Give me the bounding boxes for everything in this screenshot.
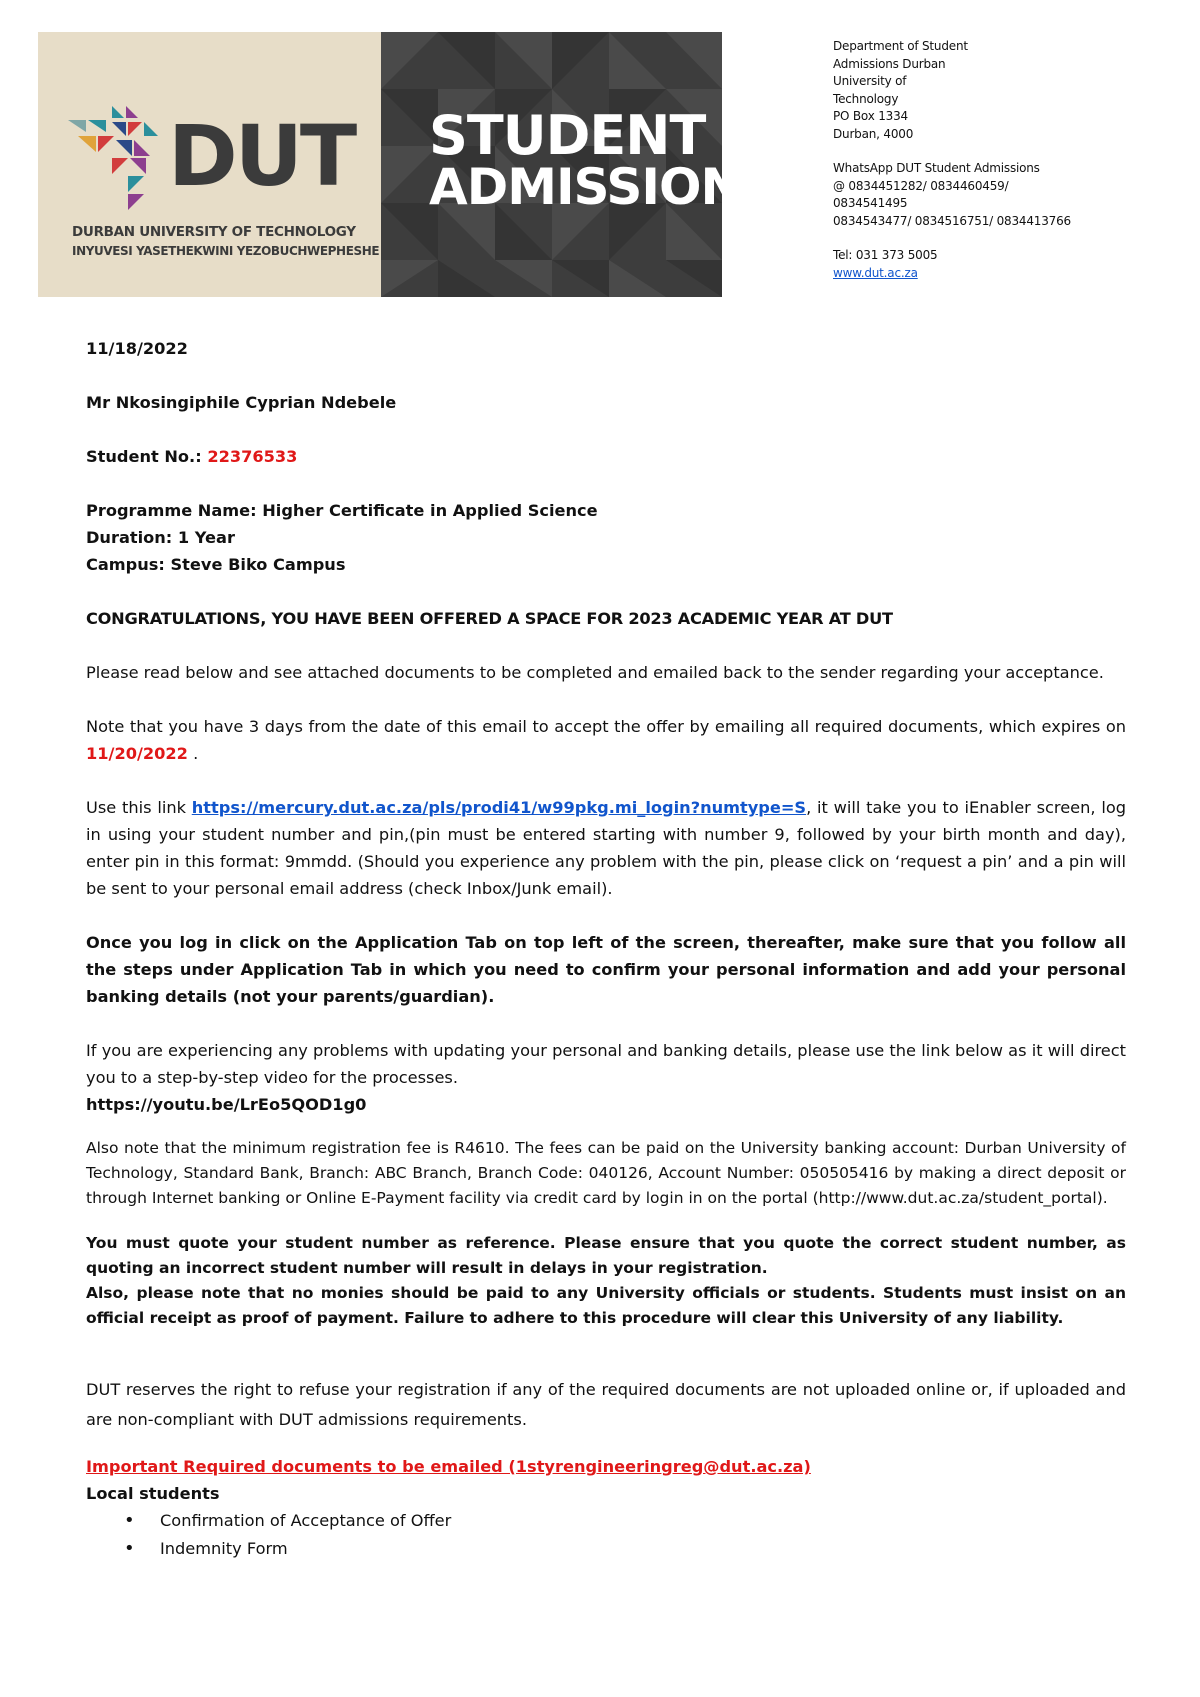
expiry-date: 11/20/2022 xyxy=(86,744,188,763)
payment-warning-paragraph: Also, please note that no monies should be paid to any University officials or students. Students must insist on an official receipt as proof of payment. Failure to adhere to this procedure will clear this University of any liability. xyxy=(86,1284,1126,1327)
contact-line: Tel: 031 373 5005 xyxy=(833,248,938,262)
spacer xyxy=(833,230,1133,247)
registration-fee-paragraph: Also note that the minimum registration fee is R4610. The fees can be paid on the University banking account: Durban University of Technology, Standard Bank, Branch: ABC Branch, Branch Code: 040126, Account Number: 050505416 by making a direct deposit or through Internet banking or Online E-Payment facility via credit card by login in on the portal (http://www.dut.ac.za/student_portal). xyxy=(86,1139,1126,1207)
contact-line: Durban, 4000 xyxy=(833,126,914,141)
university-name-zulu: INYUVESI YASETHEKWINI YEZOBUCHWEPHESHE xyxy=(72,244,380,258)
dut-logo-banner xyxy=(38,32,381,297)
list-item: • Confirmation of Acceptance of Offer xyxy=(160,1507,1126,1535)
ienabler-paragraph xyxy=(86,794,1126,902)
banner-title-line2: ADMISSIONS xyxy=(429,157,777,216)
deadline-text: Note that you have 3 days from the date of this email to accept the offer by emailing all required documents, which expires on xyxy=(86,717,1126,736)
letter-date: 11/18/2022 xyxy=(86,339,188,358)
recipient-name: Mr Nkosingiphile Cyprian Ndebele xyxy=(86,393,397,412)
contact-line: @ 0834451282/ 0834460459/ xyxy=(833,178,1009,193)
campus: Campus: Steve Biko Campus xyxy=(86,555,346,574)
letter-body xyxy=(86,335,1126,1563)
deadline-paragraph xyxy=(86,713,1126,767)
local-students-heading: Local students xyxy=(86,1484,220,1503)
required-documents-heading: Important Required documents to be emailed (1styrengineeringreg@dut.ac.za) xyxy=(86,1457,811,1476)
deadline-end: . xyxy=(187,744,199,763)
video-link[interactable]: https://youtu.be/LrEo5QOD1g0 xyxy=(86,1095,367,1114)
contact-line: PO Box 1334 xyxy=(833,109,908,123)
dut-logo-icon xyxy=(68,102,158,212)
dut-wordmark: DUT xyxy=(168,107,355,205)
banner-title-line1: STUDENT xyxy=(429,104,706,167)
application-tab-paragraph: Once you log in click on the Application Tab on top left of the screen, thereafter, make sure that you follow all the steps under Application Tab in which you need to confirm your personal information and add your personal banking details (not your parents/guardian). xyxy=(86,933,1126,1006)
contact-block xyxy=(833,38,1133,282)
university-name: DURBAN UNIVERSITY OF TECHNOLOGY xyxy=(72,224,356,240)
ienabler-intro: Use this link xyxy=(86,798,192,817)
video-help-paragraph: If you are experiencing any problems with updating your personal and banking details, please use the link below as it will direct you to a step-by-step video for the processes. xyxy=(86,1041,1126,1087)
student-admissions-banner xyxy=(381,32,777,297)
banner-title xyxy=(429,104,777,216)
reference-paragraph: You must quote your student number as reference. Please ensure that you quote the correct student number, as quoting an incorrect student number will result in delays in your registration. xyxy=(86,1234,1126,1277)
contact-line: 0834541495 xyxy=(833,196,908,210)
programme-name: Programme Name: Higher Certificate in Applied Science xyxy=(86,501,598,520)
contact-line: University of xyxy=(833,74,907,88)
ienabler-link[interactable]: https://mercury.dut.ac.za/pls/prodi41/w99pkg.mi_login?numtype=S xyxy=(191,798,807,817)
student-number-label: Student No.: xyxy=(86,447,208,466)
student-number: 22376533 xyxy=(207,447,298,466)
contact-line: 0834543477/ 0834516751/ 0834413766 xyxy=(833,213,1071,228)
congratulations-heading: CONGRATULATIONS, YOU HAVE BEEN OFFERED A SPACE FOR 2023 ACADEMIC YEAR AT DUT xyxy=(86,609,893,628)
contact-line: WhatsApp DUT Student Admissions xyxy=(833,161,1040,175)
student-number-line xyxy=(86,443,1126,470)
reservation-paragraph: DUT reserves the right to refuse your registration if any of the required documents are not uploaded online or, if uploaded and are non-compliant with DUT admissions requirements. xyxy=(86,1380,1126,1429)
website-link[interactable]: www.dut.ac.za xyxy=(833,265,918,280)
ienabler-text: , it will take you to iEnabler screen, log in using your student number and pin,(pin must be entered starting with number 9, followed by your birth month and day), enter pin in this format: 9mmdd. (Should you experience any problem with the pin, please click on ‘request a pin’ and a pin will be sent to your personal email address (check Inbox/Junk email). xyxy=(86,798,1126,898)
contact-line: Admissions Durban xyxy=(833,56,946,71)
list-item: • Indemnity Form xyxy=(160,1535,1126,1563)
duration: Duration: 1 Year xyxy=(86,528,235,547)
contact-line: Department of Student xyxy=(833,39,968,53)
required-documents-list xyxy=(86,1507,1126,1563)
contact-line: Technology xyxy=(833,91,899,106)
instructions-paragraph: Please read below and see attached documents to be completed and emailed back to the sender regarding your acceptance. xyxy=(86,663,1104,682)
spacer xyxy=(833,143,1133,160)
